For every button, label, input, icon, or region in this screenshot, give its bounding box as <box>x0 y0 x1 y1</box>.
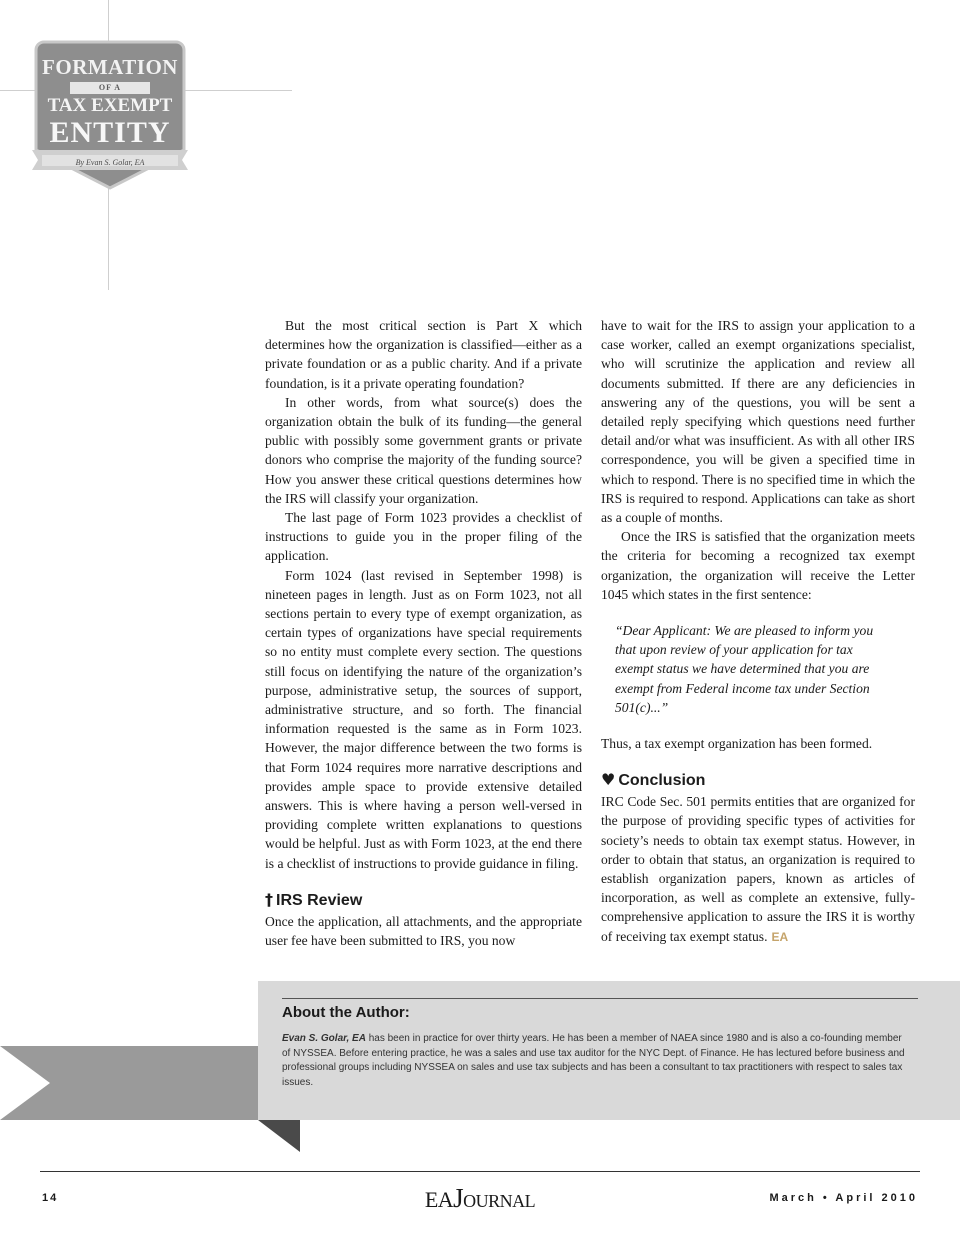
dagger-icon: † <box>265 889 273 909</box>
badge-title-line-4: ENTITY <box>49 116 171 149</box>
author-heading: About the Author: <box>282 1004 410 1021</box>
section-heading-label: Conclusion <box>618 772 706 790</box>
paragraph <box>601 792 915 947</box>
page-number: 14 <box>42 1192 59 1204</box>
journal-logo-ea: EA <box>424 1187 454 1212</box>
paragraph: Thus, a tax exempt organization has been formed. <box>601 736 873 752</box>
paragraph: Form 1024 (last revised in September 1998) is nineteen pages in length. Just as on Form 1023, not all sections pertain to every type of exempt organization, as certain types of organizations have special requirements so no entity must complete every section. The questions still focus on identifying the nature of the organization’s purpose, administrative setup, the sources of support, administrative structure, and so forth. The financial information requested is the same as in Form 1023. However, the major difference between the two forms is that Form 1024 requires more narrative descriptions and provides ample space to provide extensive detailed answers. This is where having a person well-versed in providing complete written explanations to questions would be helpful. Just as with Form 1023, at the end there is a checklist of instructions to provide guidance in filing. <box>265 567 582 871</box>
paragraph: have to wait for the IRS to assign your application to a case worker, called an exempt organizations specialist, who will scrutinize the application and review all documents submitted. If there are any deficiencies in answering any of the questions, you will be sent a detailed reply specifying which questions need further detail and/or what was insufficient. As with all other IRS correspondence, you will be given a specified time in which to respond. There is no specified time in which the IRS is required to respond. Applications can take as short as a couple of months. <box>601 318 915 526</box>
author-name: Evan S. Golar, EA <box>282 1033 366 1044</box>
paragraph: The last page of Form 1023 provides a checklist of instructions to guide you in the proper filing of the application. <box>265 510 582 564</box>
ribbon-decoration <box>0 1046 300 1154</box>
section-heading-label: IRS Review <box>276 891 363 909</box>
journal-logo-j: J <box>453 1183 464 1213</box>
author-bio-text: has been in practice for over thirty years. He has been a member of NAEA since 1980 and is also a co-founding member of NYSSEA. Before entering practice, he was a sales and use tax auditor for the NYC Dept. of Finance. He has lectured before business and professional groups including NYSSEA on sales and use tax subjects and has been a consultant to tax practitioners with respect to sales tax issues. <box>282 1033 905 1088</box>
block-quote: “Dear Applicant: We are pleased to inform you that upon review of your application for tax exempt status we have determined that you are exempt from Federal income tax under Section 501(c)...” <box>615 623 874 715</box>
author-divider <box>282 998 918 999</box>
paragraph: Once the IRS is satisfied that the organization meets the criteria for becoming a recognized tax exempt organization, the organization will receive the Letter 1045 which states in the first sentence: <box>601 529 915 602</box>
paragraph: In other words, from what source(s) does the organization obtain the bulk of its funding—the general public with possibly some government grants or private donors who comprise the majority of the funding source? How you answer these critical questions determines how the IRS will classify your organization. <box>265 394 582 506</box>
article-column-left <box>265 316 582 950</box>
end-of-article-mark: EA <box>771 929 789 944</box>
badge-byline: By Evan S. Golar, EA <box>75 158 145 167</box>
section-heading-irs-review <box>265 889 582 912</box>
article-title-badge <box>30 38 190 198</box>
paragraph-text: IRC Code Sec. 501 permits entities that are organized for the purpose of providing specific types of activities for society’s needs to obtain tax exempt status. However, in order to obtain that status, an organization is required to establish organization papers, known as articles of incorporation, as well as complete an extensive, fully-comprehensive application to assure the IRS it is worthy of receiving tax exempt status. <box>601 794 915 944</box>
badge-title-line-2: OF A <box>98 83 122 92</box>
issue-date: March • April 2010 <box>769 1192 918 1204</box>
badge-title-line-3: TAX EXEMPT <box>47 95 173 116</box>
paragraph: But the most critical section is Part X which determines how the organization is classified—either as a private foundation or as a public charity. And if a private foundation, is it a private operating foundation? <box>265 318 582 391</box>
paragraph: Once the application, all attachments, and the appropriate user fee have been submitted to IRS, you now <box>265 913 582 949</box>
badge-title-line-1: FORMATION <box>42 55 178 79</box>
article-column-right <box>601 316 915 947</box>
journal-logo-rest: OURNAL <box>463 1191 536 1211</box>
author-bio <box>282 1032 912 1090</box>
heart-icon: ♥ <box>601 770 616 790</box>
footer-divider <box>40 1171 920 1172</box>
section-heading-conclusion <box>601 769 915 792</box>
